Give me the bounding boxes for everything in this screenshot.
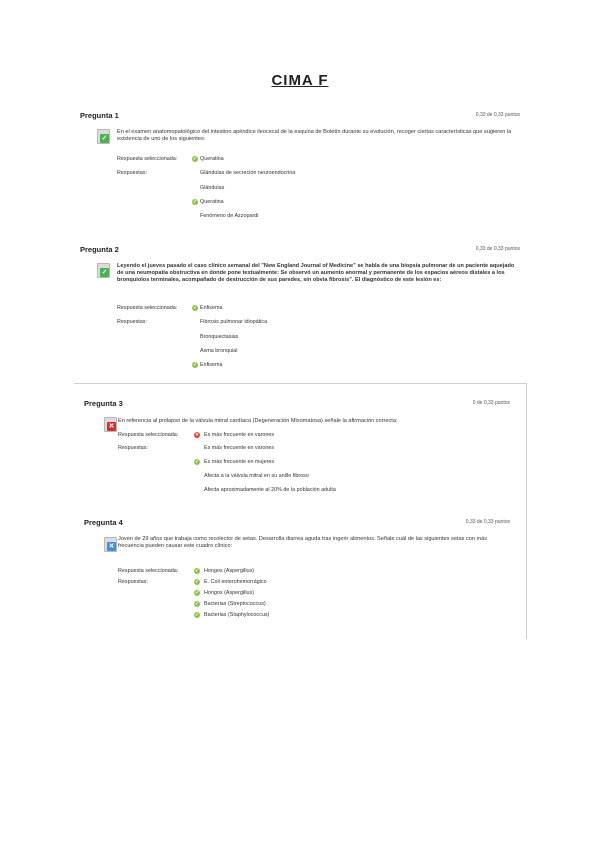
correct-check-icon: ✓ [194, 601, 200, 607]
correct-check-icon: ✓ [192, 199, 198, 205]
answer-option: Es más frecuente en mujeres [204, 459, 275, 465]
document-title: CIMA F [271, 72, 329, 89]
incorrect-status-icon: ✕ [104, 417, 118, 431]
question-4 [84, 518, 510, 618]
incorrect-x-icon: ✕ [194, 432, 200, 438]
question-1 [80, 111, 520, 219]
question-points: 0,33 de 0,33 puntos [475, 246, 520, 252]
correct-check-icon: ✓ [194, 579, 200, 585]
answer-option: Hongos (Aspergillus) [204, 590, 255, 596]
question-3 [84, 399, 510, 493]
selected-answer-label: Respuesta seleccionada: [118, 568, 179, 574]
answers-label: Respuestas: [118, 445, 148, 451]
question-title: Pregunta 4 [84, 518, 123, 527]
answers-label: Respuestas: [117, 170, 147, 176]
selected-answer: Enfisema [200, 305, 223, 311]
answer-option: Queratina [200, 199, 224, 205]
answer-option: Enfisema [200, 362, 223, 368]
correct-status-icon: ✓ [97, 129, 111, 143]
question-points: 0,33 de 0,33 puntos [475, 112, 520, 118]
correct-check-icon: ✓ [192, 156, 198, 162]
question-text: En el examen anatomopatológico del intestino apéndice ileocecal de la esquina de Boletín durante su evolución, recoger ciertas características que sugieren la existencia de uno de los siguientes: [117, 129, 512, 142]
answer-option: Glándulas de secreción neuroendocrina [200, 170, 296, 176]
question-text: Joven de 29 años que trabaja como recolector de setas. Desarrolla diarrea aguda tras ingerir alimentos. Señale cuál de las siguientes setas con más frecuencia pueden causar este cuadro clínico: [118, 536, 488, 549]
correct-check-icon: ✓ [192, 305, 198, 311]
question-title: Pregunta 2 [80, 245, 119, 254]
answers-label: Respuestas: [117, 319, 147, 325]
answer-option: Glándulas [200, 185, 225, 191]
answer-option: Fibrosis pulmonar idiopática [200, 319, 268, 325]
answer-option: Bacterias (Staphylococcus) [204, 612, 270, 618]
answer-option: Asma bronquial [200, 348, 238, 354]
answer-option: Fenómeno de Azzopardi [200, 213, 259, 219]
selected-answer-label: Respuesta seleccionada: [117, 305, 178, 311]
correct-check-icon: ✓ [194, 612, 200, 618]
question-title: Pregunta 3 [84, 399, 123, 408]
question-text: Leyendo el jueves pasado el caso clínico semanal del "New England Journal of Medicine" se habla de una biopsia pulmonar de un paciente aquejado de una neumopatía obstructiva en donde pone textualmente: Se observó un aumento anormal y permanente de los espacios aéreos distales a los bronquiolos terminales, acompañado de destrucción de sus paredes, sin obvia fibrosis". El diagnóstico de este lesión es: [117, 263, 515, 283]
question-points: 0,33 de 0,33 puntos [465, 519, 510, 525]
correct-check-icon: ✓ [192, 362, 198, 368]
correct-status-icon: ✓ [97, 263, 111, 277]
selected-answer: Queratina [200, 156, 224, 162]
correct-check-icon: ✓ [194, 459, 200, 465]
correct-check-icon: ✓ [194, 568, 200, 574]
answer-option: Afecta a la válvula mitral en su anillo fibroso [204, 473, 309, 479]
answer-option: Afecta aproximadamente al 20% de la población adulta [204, 487, 336, 493]
correct-check-icon: ✓ [194, 590, 200, 596]
answer-option: Es más frecuente en varones [204, 445, 275, 451]
question-text: En referencia al prolapso de la válvula mitral cardíaca (Degeneración Mixomatosa) señale la afirmación correcta: [118, 418, 398, 424]
question-points: 0 de 0,33 puntos [472, 400, 510, 406]
question-2 [80, 245, 520, 368]
selected-answer-label: Respuesta seleccionada: [117, 156, 178, 162]
selected-answer: Es más frecuente en varones [204, 432, 275, 438]
partial-status-icon: ✕ [104, 537, 118, 551]
answer-option: Bacterias (Streptococcus) [204, 601, 266, 607]
selected-answer-label: Respuesta seleccionada: [118, 432, 179, 438]
answer-option: E. Coli enterohemorrágico [204, 579, 267, 585]
question-title: Pregunta 1 [80, 111, 119, 120]
selected-answer: Hongos (Aspergillus) [204, 568, 255, 574]
answer-option: Bronquiectasias [200, 334, 239, 340]
answers-label: Respuestas: [118, 579, 148, 585]
